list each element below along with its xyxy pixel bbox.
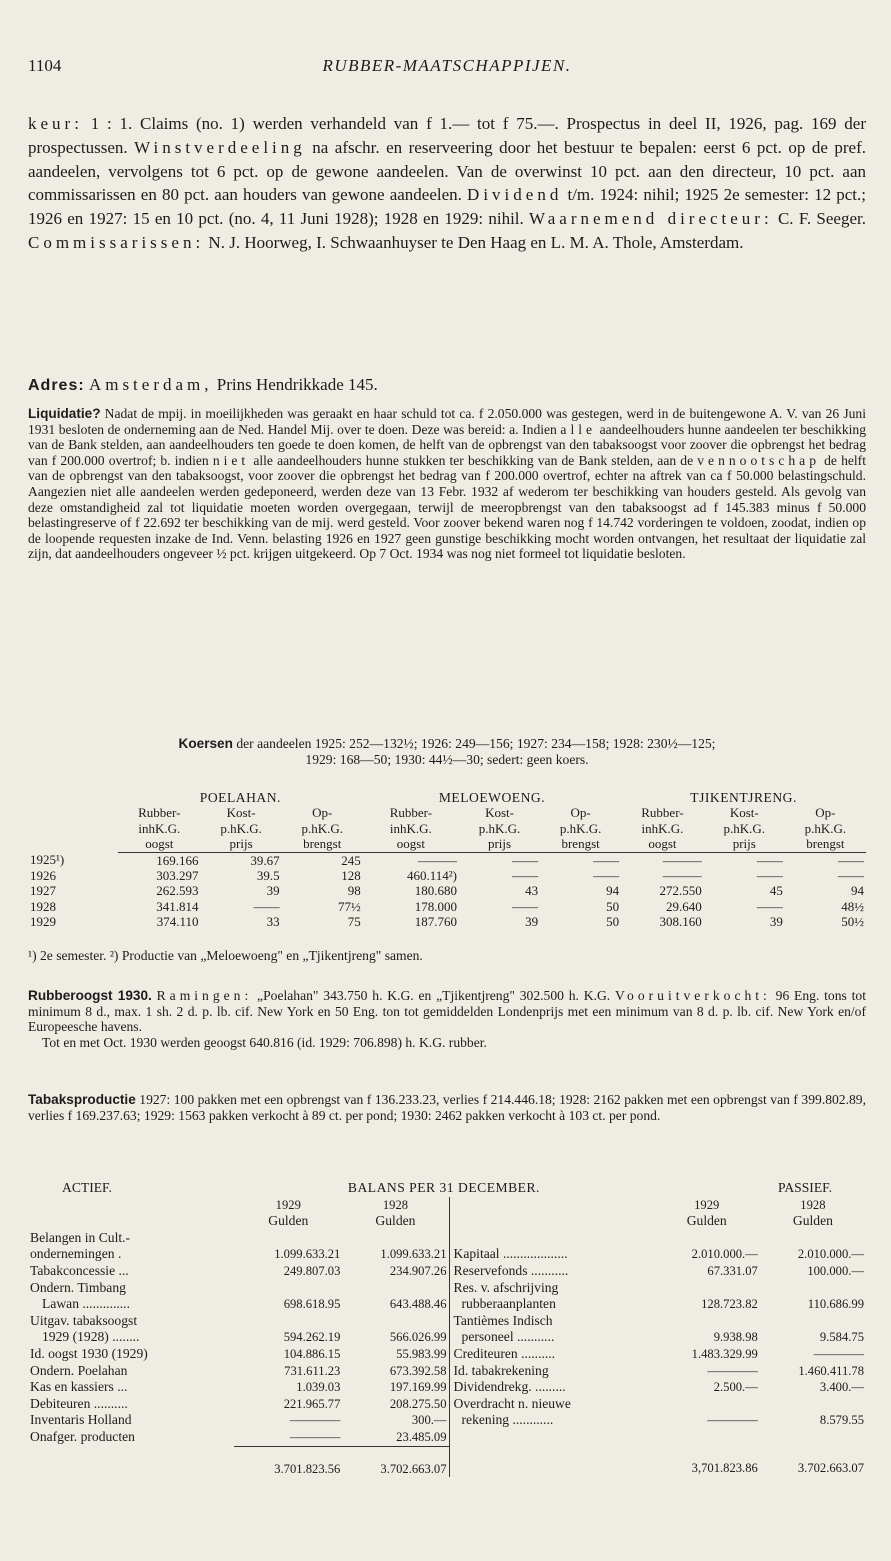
table-row: [28, 914, 866, 929]
table-cell: ——: [253, 898, 280, 914]
column-header: Op-: [570, 805, 591, 821]
table-cell: 98: [347, 883, 361, 899]
text-run: „Poelahan" 343.750 h. K.G. en „Tjikentjreng" 302.500 h. K.G.: [252, 988, 615, 1003]
row-year: 1925¹): [30, 852, 65, 868]
column-header: p.hK.G.: [478, 820, 521, 836]
rubber-harvest-label: Rubberoogst 1930.: [28, 988, 152, 1003]
liability-value: 2.010.000.—: [797, 1247, 864, 1262]
table-cell: ——: [593, 852, 620, 868]
table-cell: ——: [512, 852, 539, 868]
asset-value: 300.—: [411, 1413, 447, 1428]
table-cell: 187.760: [414, 914, 457, 930]
share-prices-label: Koersen: [178, 736, 233, 751]
liability-label: personeel ...........: [449, 1329, 654, 1346]
production-footnote: ¹) 2e semester. ²) Productie van „Meloewoeng" en „Tjikentjreng" samen.: [28, 948, 423, 963]
asset-value: 594.262.19: [283, 1330, 341, 1345]
spaced-term: Dividend: [467, 185, 563, 205]
text-run: t/m. 1924: nihil; 1925 2e semester: 12 pct.; 1926 en 1927: 15 en 10 pct. (no. 4, 11 Juni 1928); 1928 en 1929: nihil.: [28, 185, 866, 229]
column-header: brengst: [282, 836, 363, 852]
table-cell: 29.640: [665, 898, 702, 914]
asset-value: 643.488.46: [389, 1297, 447, 1312]
asset-value: 1.099.633.21: [274, 1247, 341, 1262]
column-header: prijs: [704, 836, 785, 852]
asset-label: ondernemingen .: [30, 1246, 122, 1262]
column-header: p.hK.G.: [804, 820, 847, 836]
unit-header: Gulden: [686, 1213, 727, 1229]
table-cell: 39.5: [256, 868, 280, 884]
liability-value: ————: [813, 1346, 864, 1361]
asset-value: 221.965.77: [283, 1396, 341, 1411]
liability-label: rubberaanplanten: [449, 1296, 654, 1313]
group-poelahan: POELAHAN.: [199, 790, 281, 805]
table-row: [28, 868, 866, 883]
tobacco-label: Tabaksproductie: [28, 1092, 136, 1107]
asset-value: 208.275.50: [389, 1396, 447, 1411]
liability-value: 1.483.329.99: [691, 1346, 758, 1361]
text-run: der aandeelen 1925: 252—132½; 1926: 249—156; 1927: 234—158; 1928: 230½—125;: [232, 736, 716, 751]
liability-label: Overdracht n. nieuwe: [449, 1396, 654, 1413]
text-run: 1 : 1. Claims (no. 1) werden verhandeld van f 1.— tot f 75.—. Prospectus in deel II, 1926, pag. 169 der prospectussen.: [28, 114, 866, 157]
text-run: aandeelhouders hunne aandeelen ter beschikking van de Bank stelden, aan aandeelhouders ten goede te doen komen, de helft van de opbrengst van den tabaksoogst voor zoover die opbrengst het bedrag van f 200.000 overtrof; b. indien: [28, 421, 866, 468]
table-subheader: [28, 821, 866, 836]
table-cell: 45: [769, 883, 783, 899]
table-row: [28, 1263, 866, 1280]
table-group-header: [28, 790, 866, 805]
row-year: 1928: [30, 898, 56, 914]
table-cell: 39: [266, 883, 280, 899]
tobacco-paragraph: [28, 1092, 866, 1123]
asset-label: Ondern. Poelahan: [30, 1362, 128, 1378]
asset-label: Tabakconcessie ...: [30, 1262, 129, 1278]
column-header: oogst: [621, 836, 704, 852]
table-cell: ——: [756, 898, 783, 914]
liability-label: Crediteuren ..........: [449, 1346, 654, 1363]
spaced-term: niet: [212, 452, 250, 468]
liability-label: Res. v. afschrijving: [449, 1280, 654, 1297]
column-header: inhK.G.: [641, 820, 684, 836]
table-cell: ———: [417, 852, 457, 868]
text-run: 1927: 100 pakken met een opbrengst van f 136.233.23, verlies f 214.446.18; 1928: 2162 pakken met een opbrengst van f 399.802.89, verlies f 169.237.63; 1929: 1563 pakken verkocht à 89 ct. per pond; 1930: 2462 pakken verkocht à 103 ct. per pond.: [28, 1092, 866, 1123]
share-prices-line: [28, 736, 866, 752]
liability-total: 3.702.663.07: [797, 1461, 864, 1476]
unit-header: Gulden: [375, 1213, 416, 1229]
table-row: [28, 1246, 866, 1263]
asset-value: ————: [289, 1413, 341, 1428]
column-header: brengst: [540, 836, 621, 852]
spaced-term: Commissarissen:: [28, 232, 205, 252]
table-row: [28, 1230, 866, 1247]
address-label: Adres:: [28, 377, 85, 394]
table-cell: ——: [512, 898, 539, 914]
asset-value: 249.807.03: [283, 1263, 341, 1278]
text-run: Nadat de mpij. in moeilijkheden was geraakt en haar schuld tot ca. f 2.050.000 was gestegen, werd in de buitengewone A. V. van 26 Juni 1931 besloten de onderneming aan de Ned. Handel Mij. over te doen. Deze was bereid: a. Indien: [28, 406, 866, 437]
table-cell: ———: [662, 868, 702, 884]
table-row: [28, 883, 866, 898]
table-row: [28, 1296, 866, 1313]
column-header: p.hK.G.: [301, 820, 343, 836]
asset-value: 1.099.633.21: [380, 1247, 447, 1262]
table-cell: 460.114²): [406, 868, 457, 884]
asset-label: Ondern. Timbang: [30, 1279, 126, 1295]
assets-heading: ACTIEF.: [62, 1180, 112, 1195]
column-header: Rubber-: [389, 805, 433, 821]
liability-label: Dividendrekg. .........: [449, 1379, 654, 1396]
liability-value: 1.460.411.78: [798, 1363, 864, 1378]
table-cell: 180.680: [414, 883, 457, 899]
asset-total: 3.701.823.56: [274, 1461, 341, 1476]
liability-label: rekening ............: [449, 1412, 654, 1429]
text-run: alle aandeelhouders hunne stukken ter beschikking van de Bank stelden, aan de: [249, 452, 698, 468]
column-header: Op-: [312, 805, 333, 821]
share-prices-line: 1929: 168—50; 1930: 44½—30; sedert: geen koers.: [305, 752, 589, 767]
column-header: prijs: [459, 836, 540, 852]
liability-label: Kapitaal ...................: [449, 1246, 654, 1263]
table-row: [28, 1346, 866, 1363]
share-prices: [28, 736, 866, 768]
unit-header: Gulden: [792, 1213, 833, 1229]
table-cell: 50: [606, 914, 620, 930]
liability-value: 9.584.75: [819, 1330, 864, 1345]
liability-value: ————: [707, 1363, 758, 1378]
liability-value: 3.400.—: [819, 1380, 864, 1395]
table-cell: ——: [756, 852, 783, 868]
liability-value: 2.500.—: [713, 1380, 758, 1395]
column-header: Kost-: [226, 805, 256, 821]
asset-label: Onafger. producten: [30, 1429, 135, 1445]
liability-value: 100.000.—: [807, 1263, 864, 1278]
liability-value: 128.723.82: [701, 1297, 758, 1312]
column-header: Kost-: [485, 805, 514, 821]
column-header: p.hK.G.: [723, 820, 766, 836]
row-year: 1926: [30, 868, 56, 884]
table-cell: 94: [851, 883, 864, 899]
text-run: 96 Eng. tons tot minimum 8 d., max. 1 sh. 2 d. p. lb. cif. New York en 50 Eng. ton tot gemiddelden Londenprijs met een minimum van 8 d. p. lb. cif. New York en/of Europeesche havens.: [28, 988, 866, 1035]
spaced-term: Ramingen:: [156, 988, 253, 1003]
table-row: [28, 852, 866, 868]
table-cell: 33: [266, 914, 280, 930]
column-header: prijs: [201, 836, 282, 852]
asset-value: 566.026.99: [389, 1330, 447, 1345]
column-header: Rubber-: [138, 805, 181, 821]
spaced-term: Waarnemend directeur:: [529, 209, 773, 229]
asset-label: Belangen in Cult.-: [30, 1229, 131, 1245]
table-cell: 50½: [841, 914, 864, 930]
table-cell: 178.000: [414, 898, 457, 914]
table-row: [28, 1280, 866, 1297]
asset-label: 1929 (1928) ........: [42, 1329, 140, 1345]
spaced-term: Winstverdeeling: [134, 137, 306, 157]
table-cell: 308.160: [659, 914, 702, 930]
balance-unit-row: [28, 1213, 866, 1230]
table-cell: 43: [525, 883, 539, 899]
spaced-term: alle: [560, 421, 597, 437]
asset-value: 23.485.09: [342, 1429, 449, 1446]
asset-value: 698.618.95: [283, 1297, 341, 1312]
table-cell: 341.814: [156, 898, 199, 914]
asset-total: 3.702.663.07: [380, 1461, 447, 1476]
table-cell: 262.593: [156, 883, 199, 899]
table-cell: 303.297: [156, 868, 199, 884]
table-row: [28, 1313, 866, 1330]
column-header: inhK.G.: [138, 820, 181, 836]
liability-total: 3,701.823.86: [691, 1461, 758, 1476]
page-header: [28, 56, 866, 86]
group-meloewoeng: MELOEWOENG.: [438, 790, 546, 805]
unit-header: Gulden: [268, 1213, 309, 1229]
column-header: p.hK.G.: [220, 820, 262, 836]
liability-label: Id. tabakrekening: [449, 1363, 654, 1380]
table-row: [28, 1412, 866, 1429]
liability-value: 2.010.000.—: [691, 1247, 758, 1262]
asset-value: 234.907.26: [389, 1263, 447, 1278]
text-run: na afschr. en reserveering door het bestuur te bepalen: eerst 6 pct. op de pref. aandeelen, vervolgens tot 6 pct. op de gewone aandeelen. Van de overwinst 10 pct. aan den directeur, 10 pct. aan commissarissen en 80 pct. aan houders van gewone aandeelen.: [28, 137, 866, 205]
year-header: 1929: [275, 1197, 301, 1212]
table-cell: ———: [662, 852, 702, 868]
asset-label: Uitgav. tabaksoogst: [30, 1312, 138, 1328]
column-header: oogst: [363, 836, 459, 852]
table-cell: ——: [838, 868, 864, 884]
running-title: RUBBER-MAATSCHAPPIJEN.: [322, 56, 572, 75]
table-row: [28, 1396, 866, 1413]
table-cell: 39.67: [250, 852, 280, 868]
table-row: [28, 1329, 866, 1346]
year-header: 1928: [382, 1197, 409, 1212]
table-cell: 374.110: [156, 914, 199, 930]
liability-value: 110.686.99: [807, 1297, 864, 1312]
balance-title: BALANS PER 31 DECEMBER.: [347, 1180, 540, 1195]
address-line: [28, 373, 866, 398]
column-header: inhK.G.: [389, 820, 432, 836]
column-header: Rubber-: [641, 805, 684, 821]
table-cell: ——: [593, 868, 620, 884]
rubber-harvest-paragraph: [28, 988, 866, 1050]
asset-label: Inventaris Holland: [30, 1412, 132, 1428]
column-header: brengst: [785, 836, 866, 852]
liabilities-heading: PASSIEF.: [778, 1180, 832, 1195]
asset-value: ————: [234, 1429, 342, 1446]
balance-totals-row: [28, 1446, 866, 1477]
text-run: C. F. Seeger.: [772, 209, 866, 229]
table-row: [28, 899, 866, 914]
column-header: oogst: [118, 836, 201, 852]
asset-value: 673.392.58: [389, 1363, 447, 1378]
table-row: [28, 1363, 866, 1380]
liability-value: 9.938.98: [713, 1330, 758, 1345]
table-cell: 48½: [841, 898, 864, 914]
spaced-term: Vooruitverkocht:: [614, 988, 771, 1003]
asset-label: Kas en kassiers ...: [30, 1379, 128, 1395]
table-cell: 39: [769, 914, 783, 930]
balance-sheet: [28, 1180, 866, 1477]
table-subheader: [28, 805, 866, 820]
asset-label: Id. oogst 1930 (1929): [30, 1345, 148, 1361]
balance-title-row: [28, 1180, 866, 1197]
liability-label: Reservefonds ...........: [449, 1263, 654, 1280]
table-cell: ——: [838, 852, 864, 868]
spaced-term: keur:: [28, 114, 83, 133]
year-header: 1928: [800, 1197, 826, 1212]
group-tjikentjreng: TJIKENTJRENG.: [690, 790, 797, 805]
table-cell: 77½: [338, 898, 361, 914]
column-header: p.hK.G.: [559, 820, 602, 836]
table-cell: 272.550: [659, 883, 702, 899]
column-header: Op-: [815, 805, 836, 821]
row-year: 1927: [30, 883, 56, 899]
asset-value: 104.886.15: [283, 1346, 341, 1361]
asset-label: Lawan ..............: [42, 1296, 130, 1312]
liquidation-paragraph: [28, 406, 866, 562]
address-street: Prins Hendrikkade 145.: [212, 375, 378, 394]
intro-paragraph: [28, 112, 866, 255]
year-header: 1929: [694, 1197, 720, 1212]
balance-year-row: [28, 1197, 866, 1214]
liability-value: 67.331.07: [707, 1263, 758, 1278]
row-year: 1929: [30, 914, 56, 930]
table-cell: 169.166: [156, 852, 199, 868]
liquidation-label: Liquidatie?: [28, 406, 101, 421]
liability-label: Tantièmes Indisch: [449, 1313, 654, 1330]
column-header: Kost-: [729, 805, 759, 821]
text-run: N. J. Hoorweg, I. Schwaanhuyser te Den Haag en L. M. A. Thole, Amsterdam.: [204, 232, 744, 252]
text-run: de helft van de opbrengst van den tabaksoogst, voor zoover die opbrengst het bedrag van f 200.000 overtrof, echter na aftrek van ca f 50.000 belastingschuld. Aangezien niet alle aandeelen werden gedeponeerd, werden deze van 13 Febr. 1932 af wederom ter beschikking van houders gesteld. Als gevolg van deze omstandigheid zal tot liquidatie moeten worden overgegaan, terwijl de meeropbrengst van den tabaksoogst ad f 145.383 minus f 50.000 belastingreserve of f 22.692 ter beschikking van de mij. werd gesteld. Voor zoover bekend waren nog f 14.742 vorderingen te voldoen, zoodat, indien op de loopende requesten inzake de Ind. Venn. belasting 1926 en 1927 geen gunstige beschikking mocht worden ontvangen, het resultaat der liquidatie zal zijn, dat aandeelhouders ongeveer ½ pct. krijgen uitgekeerd. Op 7 Oct. 1934 was nog niet formeel tot liquidatie besloten.: [28, 452, 866, 562]
table-cell: 128: [341, 868, 361, 884]
table-cell: ——: [512, 868, 539, 884]
table-cell: 75: [347, 914, 361, 930]
spaced-term: vennootschap: [697, 452, 820, 468]
liability-value: 8.579.55: [819, 1413, 864, 1428]
liability-value: ————: [707, 1413, 758, 1428]
address-city: Amsterdam,: [88, 375, 213, 394]
text-run: Tot en met Oct. 1930 werden geoogst 640.816 (id. 1929: 706.898) h. K.G. rubber.: [42, 1034, 487, 1050]
asset-value: 197.169.99: [389, 1380, 447, 1395]
table-cell: 245: [341, 852, 361, 868]
table-cell: 39: [525, 914, 539, 930]
asset-value: 1.039.03: [296, 1380, 341, 1395]
table-row: [28, 1379, 866, 1396]
table-subheader: [28, 836, 866, 852]
table-cell: ——: [756, 868, 783, 884]
asset-value: 55.983.99: [396, 1346, 447, 1361]
page-number: 1104: [28, 56, 62, 75]
table-cell: 94: [606, 883, 620, 899]
asset-label: Debiteuren ..........: [30, 1395, 128, 1411]
production-table: [28, 790, 866, 930]
table-cell: 50: [606, 898, 620, 914]
table-row: [28, 1429, 866, 1446]
asset-value: 731.611.23: [284, 1363, 341, 1378]
